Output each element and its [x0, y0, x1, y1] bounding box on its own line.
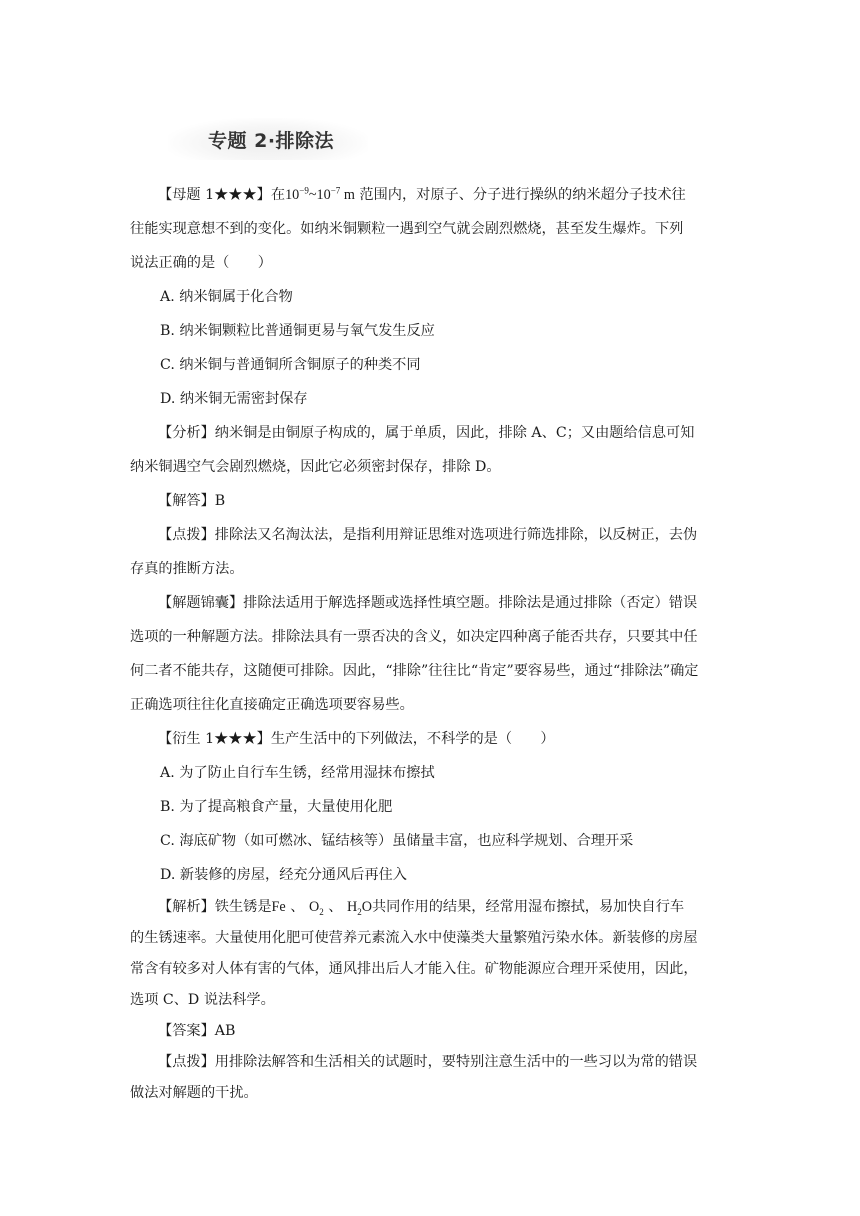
q1-tip-text: 排除法又名淘汰法，是指利用辩证思维对选项进行筛选排除，以反树正，去伪 [214, 527, 698, 543]
q2-tip-line1 [130, 1047, 735, 1078]
q1-option-c: C. 纳米铜与普通铜所含铜原子的种类不同 [160, 357, 421, 373]
q2-explain-pre: 铁生锈是 [214, 899, 272, 915]
q1-range-base1: 10 [285, 187, 300, 203]
q1-option-d: D. 纳米铜无需密封保存 [160, 391, 308, 407]
title-banner [168, 118, 368, 160]
q1-tag: 【母题 1★★★】 [158, 187, 271, 203]
q1-tip-tag: 【点拨】 [158, 527, 215, 543]
q1-stem-line2: 往能实现意想不到的变化。如纳米铜颗粒一遇到空气就会剧烈燃烧，甚至发生爆炸。下列 [130, 221, 684, 237]
q1-stem-line1 [130, 178, 735, 212]
method-text: 排除法适用于解选择题或选择性填空题。排除法是通过排除（否定）错误 [243, 595, 698, 611]
q2-answer-tag: 【答案】 [158, 1023, 215, 1039]
q1-answer-value: B [214, 493, 226, 509]
q2-option-a: A. 为了防止自行车生锈，经常用湿抹布擦拭 [160, 765, 435, 781]
q1-stem-line3: 说法正确的是（ ） [130, 255, 272, 271]
q2-explain-rest: 共同作用的结果，经常用湿布擦拭，易加快自行车 [371, 899, 685, 915]
q2-answer [130, 1016, 735, 1047]
q1-range-exp2: −7 [330, 185, 341, 196]
q1-analysis-tag: 【分析】 [158, 425, 215, 441]
q2-stem-text: 生产生活中的下列做法，不科学的是（ ） [270, 731, 555, 747]
formula-h: H [346, 899, 358, 915]
q1-analysis-line1 [130, 416, 735, 450]
formula-o-sub: 2 [319, 906, 324, 917]
method-line2: 选项的一种解题方法。排除法具有一票否决的含义，如决定四种离子能否共存，只要其中任 [130, 629, 698, 645]
method-line1 [130, 586, 735, 620]
q1-unit: m [343, 187, 355, 203]
q2-explain-tag: 【解析】 [158, 899, 215, 915]
q1-tilde: ~ [308, 187, 317, 203]
formula-sep1: 、 [290, 899, 305, 915]
q2-explain-line2: 的生锈速率。大量使用化肥可使营养元素流入水中使藻类大量繁殖污染水体。新装修的房屋 [130, 930, 698, 946]
q2-answer-value: AB [214, 1023, 236, 1039]
formula-h2o [347, 899, 372, 915]
formula-h-sub: 2 [357, 906, 362, 917]
q1-range-base2: 10 [316, 187, 331, 203]
formula-o: O [308, 899, 320, 915]
q2-tip-text: 用排除法解答和生活相关的试题时，要特别注意生活中的一些习以为常的错误 [214, 1054, 698, 1070]
q1-line1-rest: 范围内，对原子、分子进行操纵的纳米超分子技术往 [359, 187, 686, 203]
q1-option-a: A. 纳米铜属于化合物 [160, 289, 293, 305]
q2-tip-tag: 【点拨】 [158, 1054, 215, 1070]
q2-explain-line1 [130, 892, 735, 923]
formula-fe: Fe [271, 899, 286, 915]
q2-option-b: B. 为了提高粮食产量，大量使用化肥 [160, 799, 393, 815]
method-line3: 何二者不能共存，这随便可排除。因此，“排除”往往比“肯定”要容易些，通过“排除法”确定 [130, 663, 699, 679]
q2-stem-line1 [130, 722, 735, 756]
method-tag: 【解题锦囊】 [158, 595, 244, 611]
document-body [130, 178, 735, 1109]
q2-explain-line3: 常含有较多对人体有害的气体，通风排出后人才能入住。矿物能源应合理开采使用，因此， [130, 961, 698, 977]
q2-option-c: C. 海底矿物（如可燃冰、锰结核等）虽储量丰富，也应科学规划、合理开采 [160, 833, 634, 849]
formula-sep2: 、 [328, 899, 343, 915]
q1-range-exp1: −9 [299, 185, 309, 196]
formula-h2o-o: O [361, 899, 372, 915]
page-title: 专题 2·排除法 [208, 130, 335, 152]
q1-option-b: B. 纳米铜颗粒比普通铜更易与氧气发生反应 [160, 323, 435, 339]
q1-answer-tag: 【解答】 [158, 493, 215, 509]
q1-analysis-line2: 纳米铜遇空气会剧烈燃烧，因此它必须密封保存，排除 D。 [130, 459, 501, 475]
q1-answer [130, 484, 735, 518]
q2-tip-line2: 做法对解题的干扰。 [130, 1085, 258, 1101]
formula-o2 [309, 899, 324, 915]
q2-tag: 【衍生 1★★★】 [158, 731, 271, 747]
q1-range [285, 187, 355, 203]
q1-tip-line1 [130, 518, 735, 552]
q2-option-d: D. 新装修的房屋，经充分通风后再住入 [160, 867, 407, 883]
q1-pre: 在 [270, 187, 286, 203]
method-line4: 正确选项往往化直接确定正确选项要容易些。 [130, 697, 414, 713]
q1-analysis-text: 纳米铜是由铜原子构成的，属于单质，因此，排除 A、C；又由题给信息可知 [214, 425, 695, 441]
q1-tip-line2: 存真的推断方法。 [130, 561, 244, 577]
q2-explain-line4: 选项 C、D 说法科学。 [130, 992, 275, 1008]
